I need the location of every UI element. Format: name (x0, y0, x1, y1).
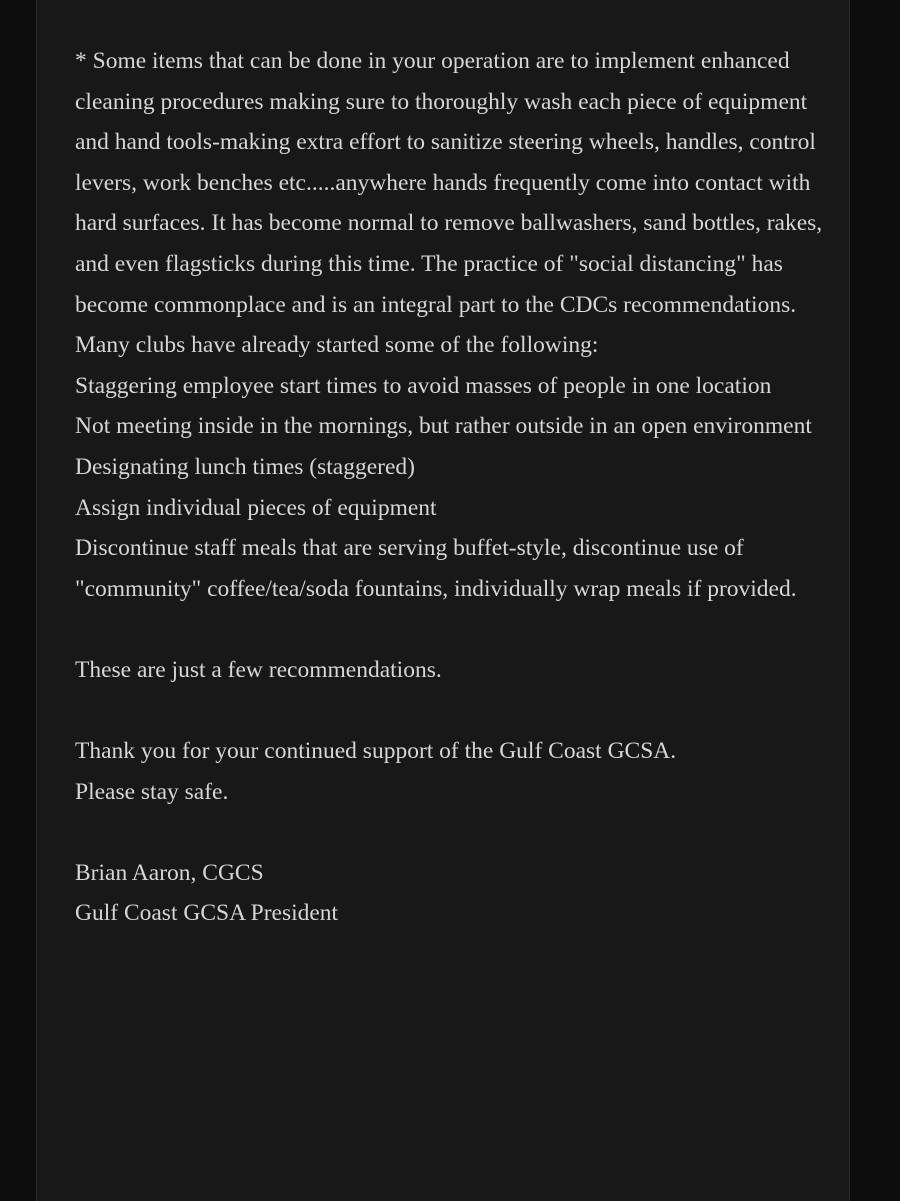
signature-title: Gulf Coast GCSA President (75, 900, 339, 927)
message-body (75, 41, 835, 934)
practice-item: Staggering employee start times to avoid masses of people in one location (75, 372, 772, 399)
spacer (75, 812, 835, 853)
message-panel (36, 0, 850, 1201)
list-intro: Many clubs have already started some of the following: (75, 332, 599, 359)
practice-item: Discontinue staff meals that are serving buffet-style, discontinue use of "community" coffee/tea/soda fountains, individually wrap meals if provided. (75, 535, 797, 602)
thanks-line: Thank you for your continued support of the Gulf Coast GCSA. (75, 738, 677, 765)
stay-safe-line: Please stay safe. (75, 778, 229, 805)
intro-paragraph: * Some items that can be done in your operation are to implement enhanced cleaning procedures making sure to thoroughly wash each piece of equipment and hand tools-making extra effort to sanitize steering wheels, handles, control levers, work benches etc.....anywhere hands frequently come into contact with hard surfaces. It has become normal to remove ballwashers, sand bottles, rakes, and even flagsticks during this time. The practice of "social distancing" has become commonplace and is an integral part to the CDCs recommendations. (75, 48, 823, 318)
practice-item: Designating lunch times (staggered) (75, 453, 416, 480)
practice-item: Not meeting inside in the mornings, but rather outside in an open environment (75, 413, 812, 440)
spacer (75, 691, 835, 732)
signature-name: Brian Aaron, CGCS (75, 859, 264, 886)
spacer (75, 609, 835, 650)
practice-item: Assign individual pieces of equipment (75, 494, 437, 521)
closing-note: These are just a few recommendations. (75, 656, 442, 683)
